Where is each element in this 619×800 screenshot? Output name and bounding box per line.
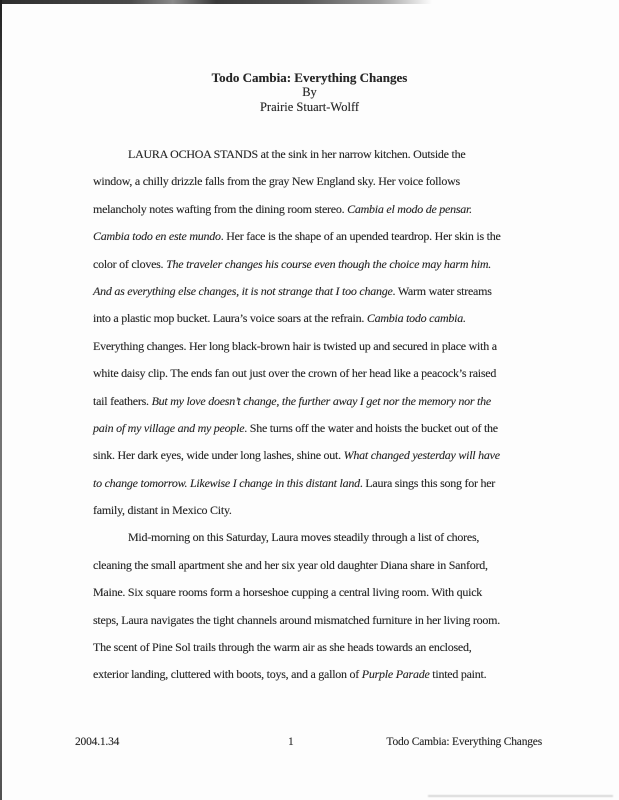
text-line — [93, 661, 563, 688]
text-line — [93, 607, 563, 634]
text-segment: . Warm water streams — [392, 283, 492, 298]
text-segment: tinted paint. — [429, 667, 487, 682]
italic-text-segment: What changed yesterday will have — [343, 448, 500, 463]
italic-text-segment: to change tomorrow. Likewise I change in this distant land — [93, 475, 360, 490]
author-name: Prairie Stuart-Wolff — [259, 100, 360, 114]
text-line — [93, 278, 563, 305]
italic-text-segment: pain of my village and my people — [93, 420, 245, 435]
page-title: Todo Cambia: Everything Changes — [211, 70, 408, 85]
text-line — [93, 497, 563, 524]
text-segment: window, a chilly drizzle falls from the gray New England sky. Her voice follows — [93, 174, 460, 189]
text-line — [93, 196, 563, 223]
text-line — [93, 333, 563, 360]
footer-page-number: 1 — [288, 736, 294, 748]
scan-artifact-bottom-smudge — [428, 795, 613, 797]
text-segment: LAURA OCHOA STANDS at the sink in her narrow kitchen. Outside the — [128, 147, 466, 161]
scan-artifact-left-edge — [0, 0, 2, 800]
text-line — [93, 168, 563, 195]
byline: By — [302, 85, 317, 99]
page-footer — [0, 736, 619, 752]
text-line — [93, 524, 563, 551]
text-segment: . She turns off the water and hoists the bucket out of the — [244, 420, 498, 435]
text-segment: tail feathers. — [93, 393, 152, 408]
footer-running-title: Todo Cambia: Everything Changes — [386, 736, 542, 748]
text-line — [93, 552, 563, 579]
italic-text-segment: Cambia todo en este mundo — [93, 229, 221, 244]
text-segment: cleaning the small apartment she and her six year old daughter Diana share in Sanford, — [93, 557, 488, 572]
text-segment: melancholy notes wafting from the dining room stereo. — [93, 201, 348, 216]
text-line — [93, 388, 563, 415]
text-line — [93, 634, 563, 661]
italic-text-segment: But my love doesn’t change, the further away I get nor the memory nor the — [151, 393, 491, 408]
text-segment: Maine. Six square rooms form a horseshoe cupping a central living room. With quick — [93, 585, 483, 600]
italic-text-segment: Cambia todo cambia. — [366, 311, 466, 326]
text-line — [93, 141, 563, 168]
text-segment: sink. Her dark eyes, wide under long lashes, shine out. — [93, 448, 344, 463]
footer-accession-number: 2004.1.34 — [75, 736, 120, 748]
text-line — [93, 470, 563, 497]
text-segment: into a plastic mop bucket. Laura’s voice soars at the refrain. — [93, 311, 367, 326]
text-segment: Mid-morning on this Saturday, Laura moves steadily through a list of chores, — [128, 530, 480, 545]
text-line — [93, 251, 563, 278]
text-segment: The scent of Pine Sol trails through the warm air as she heads towards an enclosed, — [93, 640, 472, 655]
text-line — [93, 360, 563, 387]
text-segment: Everything changes. Her long black-brown hair is twisted up and secured in place with a — [93, 338, 497, 353]
text-line — [93, 579, 563, 606]
title-block — [0, 70, 619, 115]
text-segment: exterior landing, cluttered with boots, toys, and a gallon of — [93, 667, 362, 682]
text-segment: steps, Laura navigates the tight channels around mismatched furniture in her living room. — [93, 612, 500, 627]
italic-text-segment: Purple Parade — [361, 667, 430, 682]
text-line — [93, 305, 563, 332]
text-segment: family, distant in Mexico City. — [93, 503, 232, 518]
text-line — [93, 442, 563, 469]
scan-artifact-top-edge — [0, 0, 432, 4]
italic-text-segment: And as everything else changes, it is not strange that I too change — [93, 283, 393, 298]
text-line — [93, 223, 563, 250]
body-text — [93, 141, 563, 689]
text-segment: . Her face is the shape of an upended teardrop. Her skin is the — [220, 229, 501, 244]
text-line — [93, 415, 563, 442]
italic-text-segment: Cambia el modo de pensar. — [347, 201, 472, 216]
italic-text-segment: The traveler changes his course even though the choice may harm him. — [166, 256, 491, 271]
text-segment: . Laura sings this song for her — [359, 475, 496, 490]
text-segment: white daisy clip. The ends fan out just over the crown of her head like a peacock’s raised — [93, 366, 497, 381]
text-segment: color of cloves. — [93, 256, 167, 271]
